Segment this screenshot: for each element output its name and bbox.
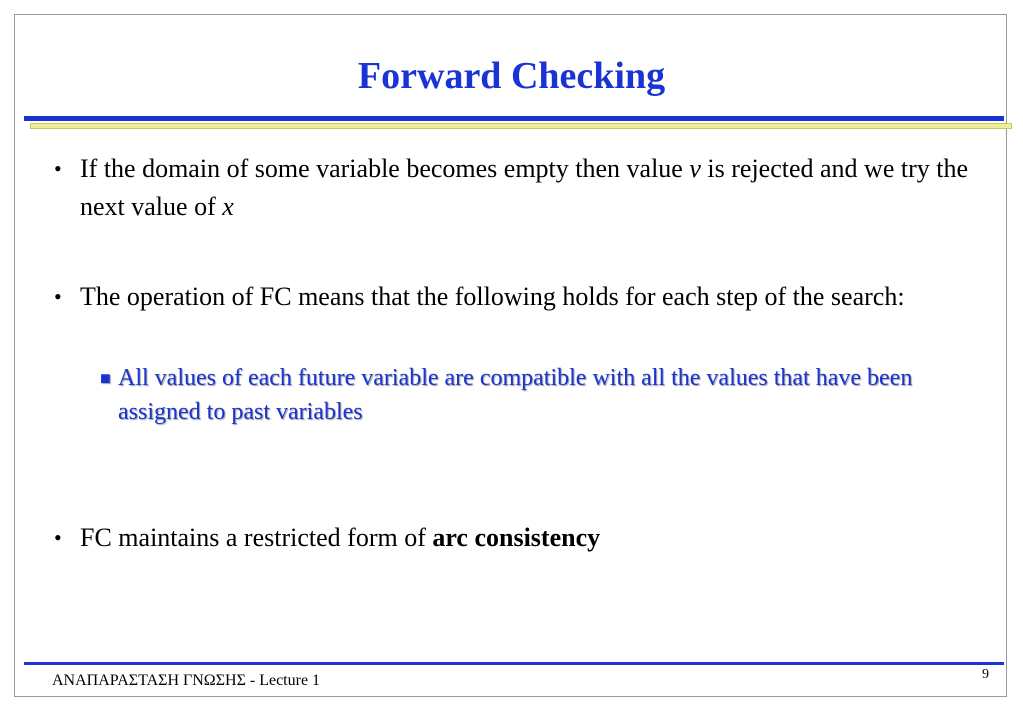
bullet-text: The operation of FC means that the following holds for each step of the search:: [80, 282, 905, 311]
bullet-marker: •: [54, 156, 62, 181]
footer-rule: [24, 662, 1004, 665]
bullet-item: [54, 150, 974, 226]
bullet-text-part: FC maintains a restricted form of: [80, 523, 433, 552]
bullet-item: [54, 519, 974, 557]
bullet-text: [54, 519, 974, 557]
bullet-marker: •: [54, 525, 62, 550]
slide-title: Forward Checking: [357, 55, 666, 97]
variable-x: x: [222, 192, 234, 221]
sub-bullet-item: [100, 361, 970, 429]
variable-v: v: [689, 154, 701, 183]
sub-bullet-marker: ■: [100, 368, 111, 388]
page-number: 9: [982, 667, 989, 682]
arc-consistency-term: arc consistency: [432, 523, 601, 552]
title-rule-blue: [24, 116, 1004, 121]
sub-bullet-text: All values of each future variable are compatible with all the values that have been assigned to past variables: [118, 365, 913, 425]
bullet-marker: •: [54, 284, 62, 309]
title-rule-yellow: [30, 123, 1012, 129]
bullet-item: [54, 278, 974, 316]
bullet-text: [54, 150, 974, 226]
bullet-text-part: is rejected and we try the next value of: [80, 154, 969, 221]
bullet-text-part: If the domain of some variable becomes empty then value: [80, 154, 690, 183]
footer-label: ΑΝΑΠΑΡΑΣΤΑΣΗ ΓΝΩΣΗΣ - Lecture 1: [52, 672, 321, 689]
